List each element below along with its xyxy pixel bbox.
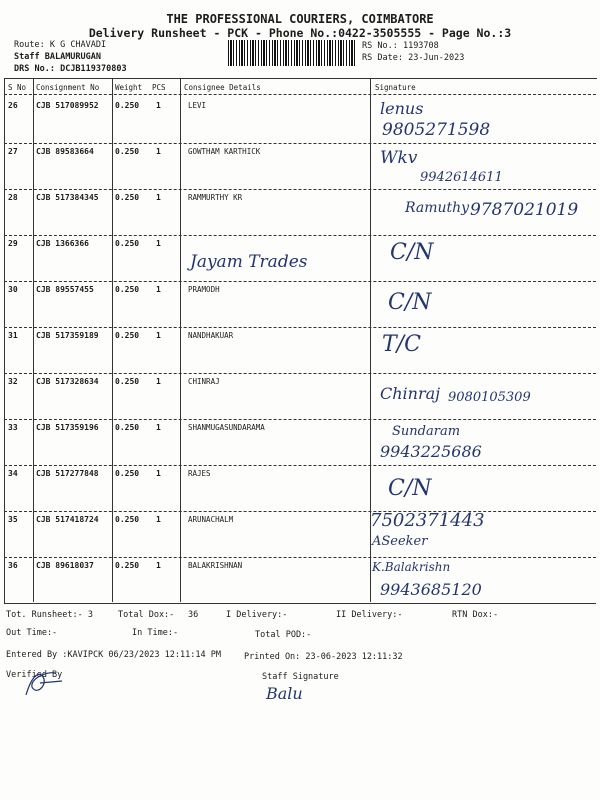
table-row — [4, 96, 596, 144]
row-consignment-no: CJB 1366366 — [36, 239, 89, 248]
row-sno: 26 — [8, 101, 18, 110]
row-consignment-no: CJB 517089952 — [36, 101, 99, 110]
row-sno: 35 — [8, 515, 18, 524]
row-pcs: 1 — [156, 331, 161, 340]
col-header-consignee: Consignee Details — [184, 83, 261, 92]
row-sno: 29 — [8, 239, 18, 248]
row-pcs: 1 — [156, 101, 161, 110]
out-time: Out Time:- — [6, 628, 58, 638]
row-sno: 34 — [8, 469, 18, 478]
staff-signature-handwritten: Balu — [266, 684, 303, 703]
row-pcs: 1 — [156, 515, 161, 524]
row-signature: Ramuthy — [405, 200, 470, 216]
row-consignee: RAJES — [188, 469, 211, 478]
staff-value: BALAMURUGAN — [44, 52, 102, 62]
col-header-weight: Weight — [115, 83, 143, 92]
col-header-sno: S No — [8, 83, 27, 92]
table-row — [4, 188, 596, 236]
i-delivery: I Delivery:- — [226, 610, 288, 620]
row-consignment-no: CJB 517418724 — [36, 515, 99, 524]
staff-label: Staff — [14, 52, 40, 62]
runsheet-subtitle: Delivery Runsheet - PCK - Phone No.:0422-3505555 - Page No.:3 — [88, 26, 512, 40]
col-header-pcs: PCS — [152, 83, 166, 92]
row-consignee: NANDHAKUAR — [188, 331, 234, 340]
company-title: THE PROFESSIONAL COURIERS, COIMBATORE — [166, 12, 434, 26]
col-header-consignment: Consignment No — [36, 83, 100, 92]
row-consignee: GOWTHAM KARTHICK — [188, 147, 261, 156]
row-weight: 0.250 — [115, 515, 140, 524]
drs-label: DRS No.: — [14, 64, 55, 74]
total-dox-label: Total Dox:- — [118, 610, 175, 620]
staff-signature-label: Staff Signature — [262, 672, 339, 682]
table-row — [4, 234, 596, 282]
table-row — [4, 372, 596, 420]
table-row — [4, 280, 596, 328]
row-consignment-no: CJB 517359196 — [36, 423, 99, 432]
row-consignee: BALAKRISHNAN — [188, 561, 243, 570]
row-signature-phone: 9805271598 — [382, 120, 491, 140]
drs-line — [14, 64, 127, 74]
row-signature: C/N — [390, 240, 434, 265]
row-pcs: 1 — [156, 377, 161, 386]
row-consignee: LEVI — [188, 101, 207, 110]
ii-delivery: II Delivery:- — [336, 610, 403, 620]
rs-date-label: RS Date: — [362, 53, 403, 63]
row-weight: 0.250 — [115, 331, 140, 340]
row-signature-phone: 9943225686 — [380, 442, 482, 461]
row-signature: Sundaram — [392, 424, 461, 439]
row-signature-phone: ASeeker — [372, 534, 428, 549]
header-divider — [4, 94, 596, 95]
row-sno: 33 — [8, 423, 18, 432]
row-consignee: CHINRAJ — [188, 377, 220, 386]
row-sno: 32 — [8, 377, 18, 386]
row-weight: 0.250 — [115, 423, 140, 432]
row-signature: Chinraj — [380, 384, 441, 403]
row-consignment-no: CJB 89583664 — [36, 147, 94, 156]
rs-no-line — [362, 41, 439, 51]
printed-on: Printed On: 23-06-2023 12:11:32 — [244, 652, 403, 662]
row-signature: C/N — [388, 290, 432, 315]
row-weight: 0.250 — [115, 193, 140, 202]
route-label: Route: — [14, 40, 45, 50]
drs-value: DCJB119370803 — [60, 64, 127, 74]
rs-no-value: 1193708 — [402, 41, 439, 51]
rs-no-label: RS No.: — [362, 41, 398, 51]
row-sno: 31 — [8, 331, 18, 340]
footer-divider — [4, 603, 596, 604]
col-header-signature: Signature — [375, 83, 416, 92]
total-pod: Total POD:- — [255, 630, 312, 640]
table-row — [4, 556, 596, 604]
table-row — [4, 142, 596, 190]
row-consignee: SHANMUGASUNDARAMA — [188, 423, 265, 432]
row-weight: 0.250 — [115, 239, 140, 248]
row-signature-phone: 9080105309 — [448, 390, 531, 405]
total-dox-value: 36 — [188, 610, 199, 620]
table-row — [4, 464, 596, 512]
staff-line — [14, 52, 101, 62]
table-row — [4, 418, 596, 466]
rtn-dox: RTN Dox:- — [452, 610, 499, 620]
row-handwritten-note: Jayam Trades — [190, 252, 308, 272]
row-signature: lenus — [380, 99, 424, 118]
row-consignee: PRAMODH — [188, 285, 220, 294]
in-time: In Time:- — [132, 628, 179, 638]
tot-runsheet: Tot. Runsheet:- 3 — [6, 610, 93, 620]
row-signature-phone: 9787021019 — [470, 200, 579, 220]
row-pcs: 1 — [156, 423, 161, 432]
row-consignment-no: CJB 89557455 — [36, 285, 94, 294]
row-signature-phone: 9943685120 — [380, 580, 482, 599]
row-consignment-no: CJB 517277848 — [36, 469, 99, 478]
row-sno: 36 — [8, 561, 18, 570]
row-consignment-no: CJB 517328634 — [36, 377, 99, 386]
route-value: K G CHAVADI — [49, 40, 107, 50]
row-consignment-no: CJB 517359189 — [36, 331, 99, 340]
row-weight: 0.250 — [115, 377, 140, 386]
row-consignment-no: CJB 517384345 — [36, 193, 99, 202]
row-consignment-no: CJB 89618037 — [36, 561, 94, 570]
row-signature: K.Balakrishn — [372, 560, 451, 574]
row-weight: 0.250 — [115, 561, 140, 570]
row-pcs: 1 — [156, 147, 161, 156]
row-sno: 27 — [8, 147, 18, 156]
table-row — [4, 326, 596, 374]
verified-signature-mark — [22, 665, 66, 701]
row-consignee: RAMMURTHY KR — [188, 193, 243, 202]
row-weight: 0.250 — [115, 285, 140, 294]
row-signature: C/N — [388, 476, 432, 501]
row-sno: 30 — [8, 285, 18, 294]
row-pcs: 1 — [156, 193, 161, 202]
route-line — [14, 40, 106, 50]
row-pcs: 1 — [156, 561, 161, 570]
row-weight: 0.250 — [115, 147, 140, 156]
row-signature: Wkv — [380, 148, 418, 168]
row-sno: 28 — [8, 193, 18, 202]
barcode-image — [228, 40, 356, 66]
row-weight: 0.250 — [115, 101, 140, 110]
rs-date-line — [362, 53, 464, 63]
row-pcs: 1 — [156, 469, 161, 478]
table-row — [4, 510, 596, 558]
row-signature: 7502371443 — [370, 510, 485, 531]
row-weight: 0.250 — [115, 469, 140, 478]
row-signature-phone: 9942614611 — [420, 170, 503, 185]
entered-by: Entered By :KAVIPCK 06/23/2023 12:11:14 PM — [6, 650, 221, 660]
rs-date-value: 23-Jun-2023 — [408, 53, 465, 63]
row-pcs: 1 — [156, 285, 161, 294]
verified-by: Verified By — [6, 670, 63, 680]
row-signature: T/C — [382, 332, 421, 357]
row-consignee: ARUNACHALM — [188, 515, 234, 524]
row-pcs: 1 — [156, 239, 161, 248]
